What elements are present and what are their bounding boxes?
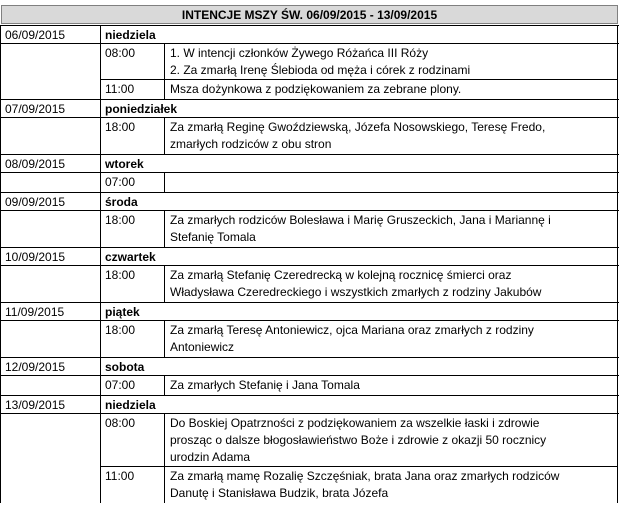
table-border-left [0,118,1,154]
column-divider [164,467,165,503]
table-border-right [617,80,618,99]
mass-intention-line: Stefanię Tomala [170,230,256,244]
column-divider [164,44,165,80]
mass-intention-line: 2. Za zmarłą Irenę Ślebioda od męża i córek z rodzinami [170,63,471,77]
column-divider [100,100,101,117]
day-name: sobota [105,360,145,374]
mass-time: 18:00 [105,213,136,227]
day-row [0,357,619,376]
column-divider [100,358,101,375]
mass-intention-line: Za zmarłą Reginę Gwoździewską, Józefa Nosowskiego, Teresę Fredo, [170,120,546,134]
table-border-right [617,414,618,467]
column-divider [164,321,165,357]
mass-intention-line: Za zmarłych Stefanię i Jana Tomala [170,378,360,392]
day-date: 06/09/2015 [5,28,66,42]
day-row [0,25,619,44]
mass-row [0,321,619,357]
column-divider [100,118,101,154]
day-date: 12/09/2015 [5,360,66,374]
mass-time: 07:00 [105,378,136,392]
mass-row [0,414,619,467]
column-divider [164,80,165,99]
table-border-left [0,80,1,99]
table-border-left [0,44,1,80]
mass-row [0,266,619,302]
mass-row [0,80,619,99]
mass-time: 18:00 [105,120,136,134]
day-date: 10/09/2015 [5,250,66,264]
day-name: środa [105,195,138,209]
column-divider [100,26,101,43]
column-divider [100,321,101,357]
mass-intention-line: Antoniewicz [170,340,235,354]
column-divider [100,173,101,192]
table-border-right [617,248,618,265]
column-divider [164,266,165,302]
table-border-right [617,266,618,302]
day-row [0,302,619,321]
day-name: czwartek [105,250,156,264]
day-row [0,99,619,118]
column-divider [100,211,101,247]
mass-intention-line: urodzin Adama [170,450,251,464]
mass-intention-line: Danutę i Stanisława Budzik, brata Józefa [170,486,389,500]
mass-row [0,467,619,503]
column-divider [164,414,165,467]
day-row [0,395,619,414]
mass-time: 18:00 [105,268,136,282]
table-border-left [0,155,1,172]
day-name: niedziela [105,28,156,42]
mass-time: 18:00 [105,323,136,337]
table-border-right [617,396,618,413]
mass-intention-line: Msza dożynkowa z podziękowaniem za zebrane plony. [170,82,462,96]
mass-intention-line: Władysława Czeredreckiego i wszystkich zmarłych z rodziny Jakubów [170,285,542,299]
table-border-right [617,100,618,117]
column-divider [100,44,101,80]
table-border-right [617,321,618,357]
mass-intention-line: 1. W intencji członków Żywego Różańca III Róży [170,46,429,60]
table-border-left [0,173,1,192]
table-border-left [0,303,1,320]
table-border-right [617,211,618,247]
mass-intention-line: Za zmarłą Teresę Antoniewicz, ojca Mariana oraz zmarłych z rodziny [170,323,534,337]
table-border-left [0,396,1,413]
mass-time: 07:00 [105,175,136,189]
column-divider [100,193,101,210]
column-divider [100,376,101,395]
table-border-left [0,248,1,265]
page-title: INTENCJE MSZY ŚW. 06/09/2015 - 13/09/2015 [1,5,618,24]
column-divider [100,303,101,320]
mass-row [0,376,619,395]
table-border-left [0,266,1,302]
table-border-right [617,467,618,503]
column-divider [164,211,165,247]
table-border-left [0,211,1,247]
table-border-left [0,193,1,210]
mass-intention-line: prosząc o dalsze błogosławieństwo Boże i zdrowie z okazji 50 rocznicy [170,433,547,447]
day-row [0,247,619,266]
table-border-left [0,26,1,43]
mass-row [0,118,619,154]
table-border-left [0,376,1,395]
mass-intention-line: Za zmarłą mamę Rozalię Szczęśniak, brata Jana oraz zmarłych rodziców [170,469,560,483]
column-divider [100,266,101,302]
column-divider [164,376,165,395]
table-border-right [617,26,618,43]
column-divider [164,118,165,154]
day-date: 09/09/2015 [5,195,66,209]
day-row [0,154,619,173]
day-name: poniedziałek [105,102,178,116]
day-name: niedziela [105,398,156,412]
table-border-right [617,193,618,210]
mass-row [0,44,619,80]
day-name: piątek [105,305,140,319]
column-divider [100,155,101,172]
column-divider [100,80,101,99]
mass-row [0,173,619,192]
table-border-right [617,303,618,320]
mass-row [0,211,619,247]
column-divider [100,467,101,503]
day-date: 07/09/2015 [5,102,66,116]
column-divider [100,396,101,413]
mass-time: 08:00 [105,416,136,430]
table-border-left [0,414,1,467]
mass-intention-line: Do Boskiej Opatrzności z podziękowaniem za wszelkie łaski i zdrowie [170,416,540,430]
table-border-right [617,155,618,172]
mass-time: 11:00 [105,469,135,483]
mass-time: 11:00 [105,82,135,96]
day-row [0,192,619,211]
table-border-left [0,358,1,375]
table-border-left [0,100,1,117]
mass-intention-line: Za zmarłą Stefanię Czeredrecką w kolejną rocznicę śmierci oraz [170,268,512,282]
day-name: wtorek [105,157,144,171]
table-border-right [617,118,618,154]
day-date: 08/09/2015 [5,157,66,171]
table-border-right [617,376,618,395]
mass-intention-line: Za zmarłych rodziców Bolesława i Marię Gruszeckich, Jana i Mariannę i [170,213,551,227]
column-divider [100,414,101,467]
mass-intention-line: zmarłych rodziców z obu stron [170,137,332,151]
table-border-left [0,321,1,357]
day-date: 11/09/2015 [5,305,65,319]
table-border-right [617,358,618,375]
mass-time: 08:00 [105,46,136,60]
table-border-left [0,467,1,503]
column-divider [164,173,165,192]
table-border-right [617,44,618,80]
table-border-right [617,173,618,192]
day-date: 13/09/2015 [5,398,66,412]
column-divider [100,248,101,265]
